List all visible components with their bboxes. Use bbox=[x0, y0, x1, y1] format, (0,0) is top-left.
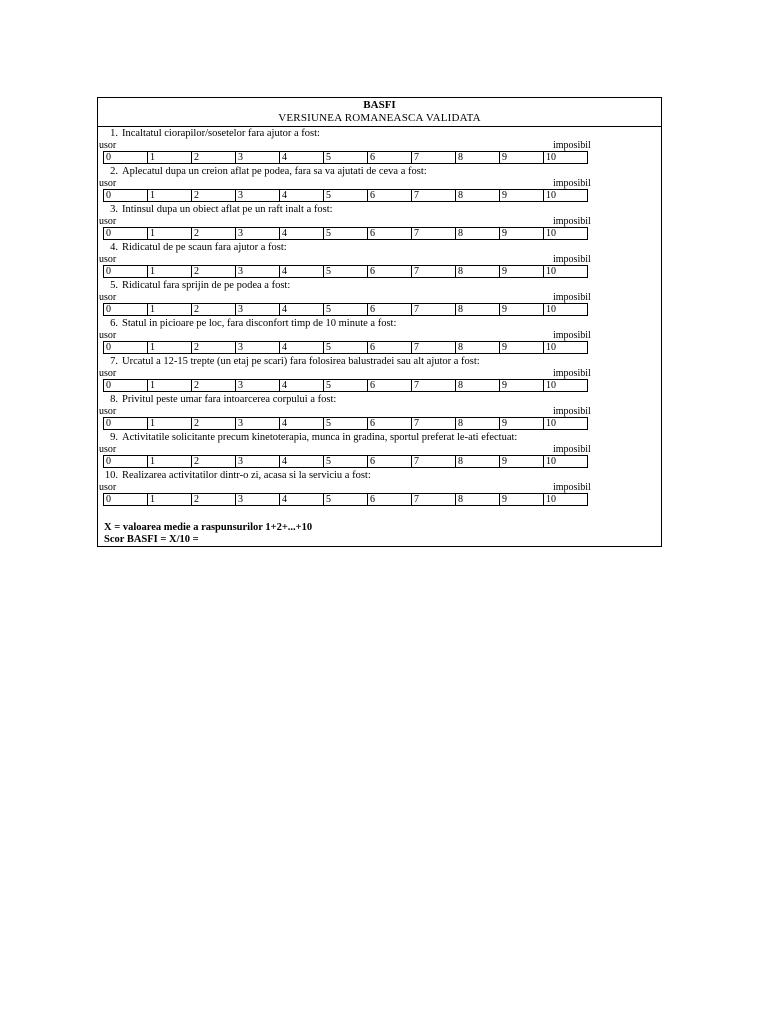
scale-option-1[interactable]: 1 bbox=[147, 341, 192, 354]
scale-max-label: imposibil bbox=[553, 178, 591, 189]
question-number: 3. bbox=[110, 204, 118, 215]
scale-option-1[interactable]: 1 bbox=[147, 379, 192, 392]
scale-option-7[interactable]: 7 bbox=[411, 379, 456, 392]
question-text bbox=[100, 432, 517, 444]
scale-option-8[interactable]: 8 bbox=[455, 151, 500, 164]
question-number: 10. bbox=[104, 470, 118, 481]
scale-option-1[interactable]: 1 bbox=[147, 493, 192, 506]
scale-option-9[interactable]: 9 bbox=[499, 341, 544, 354]
scale-option-9[interactable]: 9 bbox=[499, 455, 544, 468]
scale-option-1[interactable]: 1 bbox=[147, 455, 192, 468]
scale-option-8[interactable]: 8 bbox=[455, 265, 500, 278]
scale-option-10[interactable]: 10 bbox=[543, 265, 588, 278]
scale-option-10[interactable]: 10 bbox=[543, 341, 588, 354]
score-text: Scor BASFI = X/10 = bbox=[104, 534, 199, 545]
scale-option-4[interactable]: 4 bbox=[279, 455, 324, 468]
scale-min-label: usor bbox=[99, 216, 117, 227]
scale-min-label: usor bbox=[99, 406, 117, 417]
scale-option-2[interactable]: 2 bbox=[191, 455, 236, 468]
scale-option-3[interactable]: 3 bbox=[235, 341, 280, 354]
scale-min-label: usor bbox=[99, 330, 117, 341]
scale-option-10[interactable]: 10 bbox=[543, 227, 588, 240]
scale-option-10[interactable]: 10 bbox=[543, 417, 588, 430]
question-label: Privitul peste umar fara intoarcerea corpului a fost: bbox=[122, 394, 337, 405]
scale-option-2[interactable]: 2 bbox=[191, 151, 236, 164]
scale-option-2[interactable]: 2 bbox=[191, 417, 236, 430]
scale-option-2[interactable]: 2 bbox=[191, 265, 236, 278]
scale-option-9[interactable]: 9 bbox=[499, 265, 544, 278]
rating-scale bbox=[103, 151, 588, 164]
scale-option-8[interactable]: 8 bbox=[455, 341, 500, 354]
scale-option-3[interactable]: 3 bbox=[235, 417, 280, 430]
question-text bbox=[100, 394, 336, 406]
question-text bbox=[100, 166, 427, 178]
scale-option-9[interactable]: 9 bbox=[499, 493, 544, 506]
scale-option-2[interactable]: 2 bbox=[191, 189, 236, 202]
scale-option-1[interactable]: 1 bbox=[147, 265, 192, 278]
scale-option-2[interactable]: 2 bbox=[191, 493, 236, 506]
scale-option-6[interactable]: 6 bbox=[367, 379, 412, 392]
scale-option-5[interactable]: 5 bbox=[323, 189, 368, 202]
scale-option-9[interactable]: 9 bbox=[499, 151, 544, 164]
question-number: 2. bbox=[110, 166, 118, 177]
scale-option-1[interactable]: 1 bbox=[147, 151, 192, 164]
question-label: Ridicatul fara sprijin de pe podea a fost: bbox=[122, 280, 291, 291]
question-label: Urcatul a 12-15 trepte (un etaj pe scari) fara folosirea balustradei sau alt ajutor a fost: bbox=[122, 356, 480, 367]
scale-option-1[interactable]: 1 bbox=[147, 189, 192, 202]
question-text bbox=[100, 280, 290, 292]
scale-option-5[interactable]: 5 bbox=[323, 455, 368, 468]
scale-option-3[interactable]: 3 bbox=[235, 265, 280, 278]
scale-option-1[interactable]: 1 bbox=[147, 303, 192, 316]
scale-option-6[interactable]: 6 bbox=[367, 189, 412, 202]
scale-max-label: imposibil bbox=[553, 368, 591, 379]
scale-option-6[interactable]: 6 bbox=[367, 341, 412, 354]
scale-max-label: imposibil bbox=[553, 216, 591, 227]
scale-option-4[interactable]: 4 bbox=[279, 265, 324, 278]
question-number: 9. bbox=[110, 432, 118, 443]
scale-option-6[interactable]: 6 bbox=[367, 227, 412, 240]
scale-option-7[interactable]: 7 bbox=[411, 341, 456, 354]
form-subtitle: VERSIUNEA ROMANEASCA VALIDATA bbox=[278, 112, 481, 124]
scale-option-4[interactable]: 4 bbox=[279, 341, 324, 354]
question-text bbox=[100, 356, 480, 368]
scale-option-8[interactable]: 8 bbox=[455, 379, 500, 392]
question-label: Ridicatul de pe scaun fara ajutor a fost: bbox=[122, 242, 287, 253]
question-label: Incaltatul ciorapilor/sosetelor fara ajutor a fost: bbox=[122, 128, 320, 139]
scale-option-6[interactable]: 6 bbox=[367, 265, 412, 278]
scale-max-label: imposibil bbox=[553, 482, 591, 493]
scale-option-9[interactable]: 9 bbox=[499, 303, 544, 316]
scale-option-8[interactable]: 8 bbox=[455, 417, 500, 430]
scale-option-8[interactable]: 8 bbox=[455, 189, 500, 202]
scale-option-7[interactable]: 7 bbox=[411, 227, 456, 240]
scale-option-5[interactable]: 5 bbox=[323, 227, 368, 240]
scale-option-10[interactable]: 10 bbox=[543, 493, 588, 506]
scale-option-7[interactable]: 7 bbox=[411, 417, 456, 430]
rating-scale bbox=[103, 189, 588, 202]
question-label: Statul in picioare pe loc, fara disconfort timp de 10 minute a fost: bbox=[122, 318, 397, 329]
scale-option-2[interactable]: 2 bbox=[191, 227, 236, 240]
scale-option-2[interactable]: 2 bbox=[191, 341, 236, 354]
scale-option-4[interactable]: 4 bbox=[279, 303, 324, 316]
question-text bbox=[100, 242, 287, 254]
question-text bbox=[100, 204, 333, 216]
scale-option-4[interactable]: 4 bbox=[279, 417, 324, 430]
question-label: Activitatile solicitante precum kinetoterapia, munca in gradina, sportul preferat le-ati efectuat: bbox=[122, 432, 518, 443]
rating-scale bbox=[103, 341, 588, 354]
scale-option-0[interactable]: 0 bbox=[103, 455, 148, 468]
scale-option-5[interactable]: 5 bbox=[323, 417, 368, 430]
scale-option-1[interactable]: 1 bbox=[147, 227, 192, 240]
scale-option-4[interactable]: 4 bbox=[279, 151, 324, 164]
scale-max-label: imposibil bbox=[553, 254, 591, 265]
scale-option-4[interactable]: 4 bbox=[279, 379, 324, 392]
scale-option-6[interactable]: 6 bbox=[367, 493, 412, 506]
question-label: Realizarea activitatilor dintr-o zi, acasa si la serviciu a fost: bbox=[122, 470, 371, 481]
scale-option-10[interactable]: 10 bbox=[543, 455, 588, 468]
scale-option-6[interactable]: 6 bbox=[367, 417, 412, 430]
rating-scale bbox=[103, 455, 588, 468]
scale-min-label: usor bbox=[99, 292, 117, 303]
scale-option-10[interactable]: 10 bbox=[543, 379, 588, 392]
rating-scale bbox=[103, 379, 588, 392]
scale-option-4[interactable]: 4 bbox=[279, 227, 324, 240]
question-number: 5. bbox=[110, 280, 118, 291]
scale-option-7[interactable]: 7 bbox=[411, 189, 456, 202]
scale-option-8[interactable]: 8 bbox=[455, 493, 500, 506]
rating-scale bbox=[103, 303, 588, 316]
rating-scale bbox=[103, 265, 588, 278]
scale-option-0[interactable]: 0 bbox=[103, 189, 148, 202]
rating-scale bbox=[103, 493, 588, 506]
scale-min-label: usor bbox=[99, 368, 117, 379]
scale-option-6[interactable]: 6 bbox=[367, 303, 412, 316]
question-text bbox=[100, 128, 320, 140]
scale-max-label: imposibil bbox=[553, 444, 591, 455]
scale-option-9[interactable]: 9 bbox=[499, 227, 544, 240]
scale-option-4[interactable]: 4 bbox=[279, 189, 324, 202]
scale-option-7[interactable]: 7 bbox=[411, 493, 456, 506]
scale-min-label: usor bbox=[99, 482, 117, 493]
scale-option-10[interactable]: 10 bbox=[543, 151, 588, 164]
rating-scale bbox=[103, 227, 588, 240]
scale-option-7[interactable]: 7 bbox=[411, 151, 456, 164]
scale-option-9[interactable]: 9 bbox=[499, 189, 544, 202]
scale-option-5[interactable]: 5 bbox=[323, 341, 368, 354]
scale-option-3[interactable]: 3 bbox=[235, 151, 280, 164]
scale-option-5[interactable]: 5 bbox=[323, 493, 368, 506]
scale-option-0[interactable]: 0 bbox=[103, 151, 148, 164]
scale-min-label: usor bbox=[99, 178, 117, 189]
question-text bbox=[100, 318, 396, 330]
scale-option-3[interactable]: 3 bbox=[235, 189, 280, 202]
form-title: BASFI bbox=[363, 99, 396, 111]
scale-option-10[interactable]: 10 bbox=[543, 189, 588, 202]
scale-option-0[interactable]: 0 bbox=[103, 379, 148, 392]
scale-option-7[interactable]: 7 bbox=[411, 303, 456, 316]
scale-option-0[interactable]: 0 bbox=[103, 227, 148, 240]
scale-option-9[interactable]: 9 bbox=[499, 417, 544, 430]
scale-option-6[interactable]: 6 bbox=[367, 151, 412, 164]
scale-option-3[interactable]: 3 bbox=[235, 303, 280, 316]
scale-option-5[interactable]: 5 bbox=[323, 379, 368, 392]
scale-option-0[interactable]: 0 bbox=[103, 417, 148, 430]
formula-text: X = valoarea medie a raspunsurilor 1+2+...+10 bbox=[104, 522, 313, 533]
scale-option-7[interactable]: 7 bbox=[411, 265, 456, 278]
scale-option-0[interactable]: 0 bbox=[103, 303, 148, 316]
scale-option-1[interactable]: 1 bbox=[147, 417, 192, 430]
scale-option-5[interactable]: 5 bbox=[323, 151, 368, 164]
scale-option-8[interactable]: 8 bbox=[455, 303, 500, 316]
scale-option-5[interactable]: 5 bbox=[323, 265, 368, 278]
scale-min-label: usor bbox=[99, 254, 117, 265]
scale-option-2[interactable]: 2 bbox=[191, 303, 236, 316]
question-number: 7. bbox=[110, 356, 118, 367]
question-text bbox=[100, 470, 371, 482]
scale-max-label: imposibil bbox=[553, 330, 591, 341]
question-label: Intinsul dupa un obiect aflat pe un raft inalt a fost: bbox=[122, 204, 333, 215]
scale-option-2[interactable]: 2 bbox=[191, 379, 236, 392]
scale-max-label: imposibil bbox=[553, 140, 591, 151]
scale-option-5[interactable]: 5 bbox=[323, 303, 368, 316]
scale-option-0[interactable]: 0 bbox=[103, 341, 148, 354]
question-number: 4. bbox=[110, 242, 118, 253]
question-number: 6. bbox=[110, 318, 118, 329]
header-divider bbox=[98, 126, 661, 127]
scale-option-3[interactable]: 3 bbox=[235, 227, 280, 240]
question-number: 8. bbox=[110, 394, 118, 405]
scale-option-8[interactable]: 8 bbox=[455, 227, 500, 240]
scale-option-6[interactable]: 6 bbox=[367, 455, 412, 468]
question-number: 1. bbox=[110, 128, 118, 139]
scale-option-7[interactable]: 7 bbox=[411, 455, 456, 468]
scale-option-3[interactable]: 3 bbox=[235, 493, 280, 506]
scale-min-label: usor bbox=[99, 444, 117, 455]
scale-option-8[interactable]: 8 bbox=[455, 455, 500, 468]
question-label: Aplecatul dupa un creion aflat pe podea, fara sa va ajutati de ceva a fost: bbox=[122, 166, 427, 177]
scale-min-label: usor bbox=[99, 140, 117, 151]
scale-option-10[interactable]: 10 bbox=[543, 303, 588, 316]
basfi-form bbox=[97, 97, 662, 547]
scale-option-9[interactable]: 9 bbox=[499, 379, 544, 392]
scale-option-0[interactable]: 0 bbox=[103, 265, 148, 278]
scale-max-label: imposibil bbox=[553, 406, 591, 417]
scale-option-4[interactable]: 4 bbox=[279, 493, 324, 506]
rating-scale bbox=[103, 417, 588, 430]
scale-max-label: imposibil bbox=[553, 292, 591, 303]
scale-option-3[interactable]: 3 bbox=[235, 379, 280, 392]
scale-option-3[interactable]: 3 bbox=[235, 455, 280, 468]
scale-option-0[interactable]: 0 bbox=[103, 493, 148, 506]
